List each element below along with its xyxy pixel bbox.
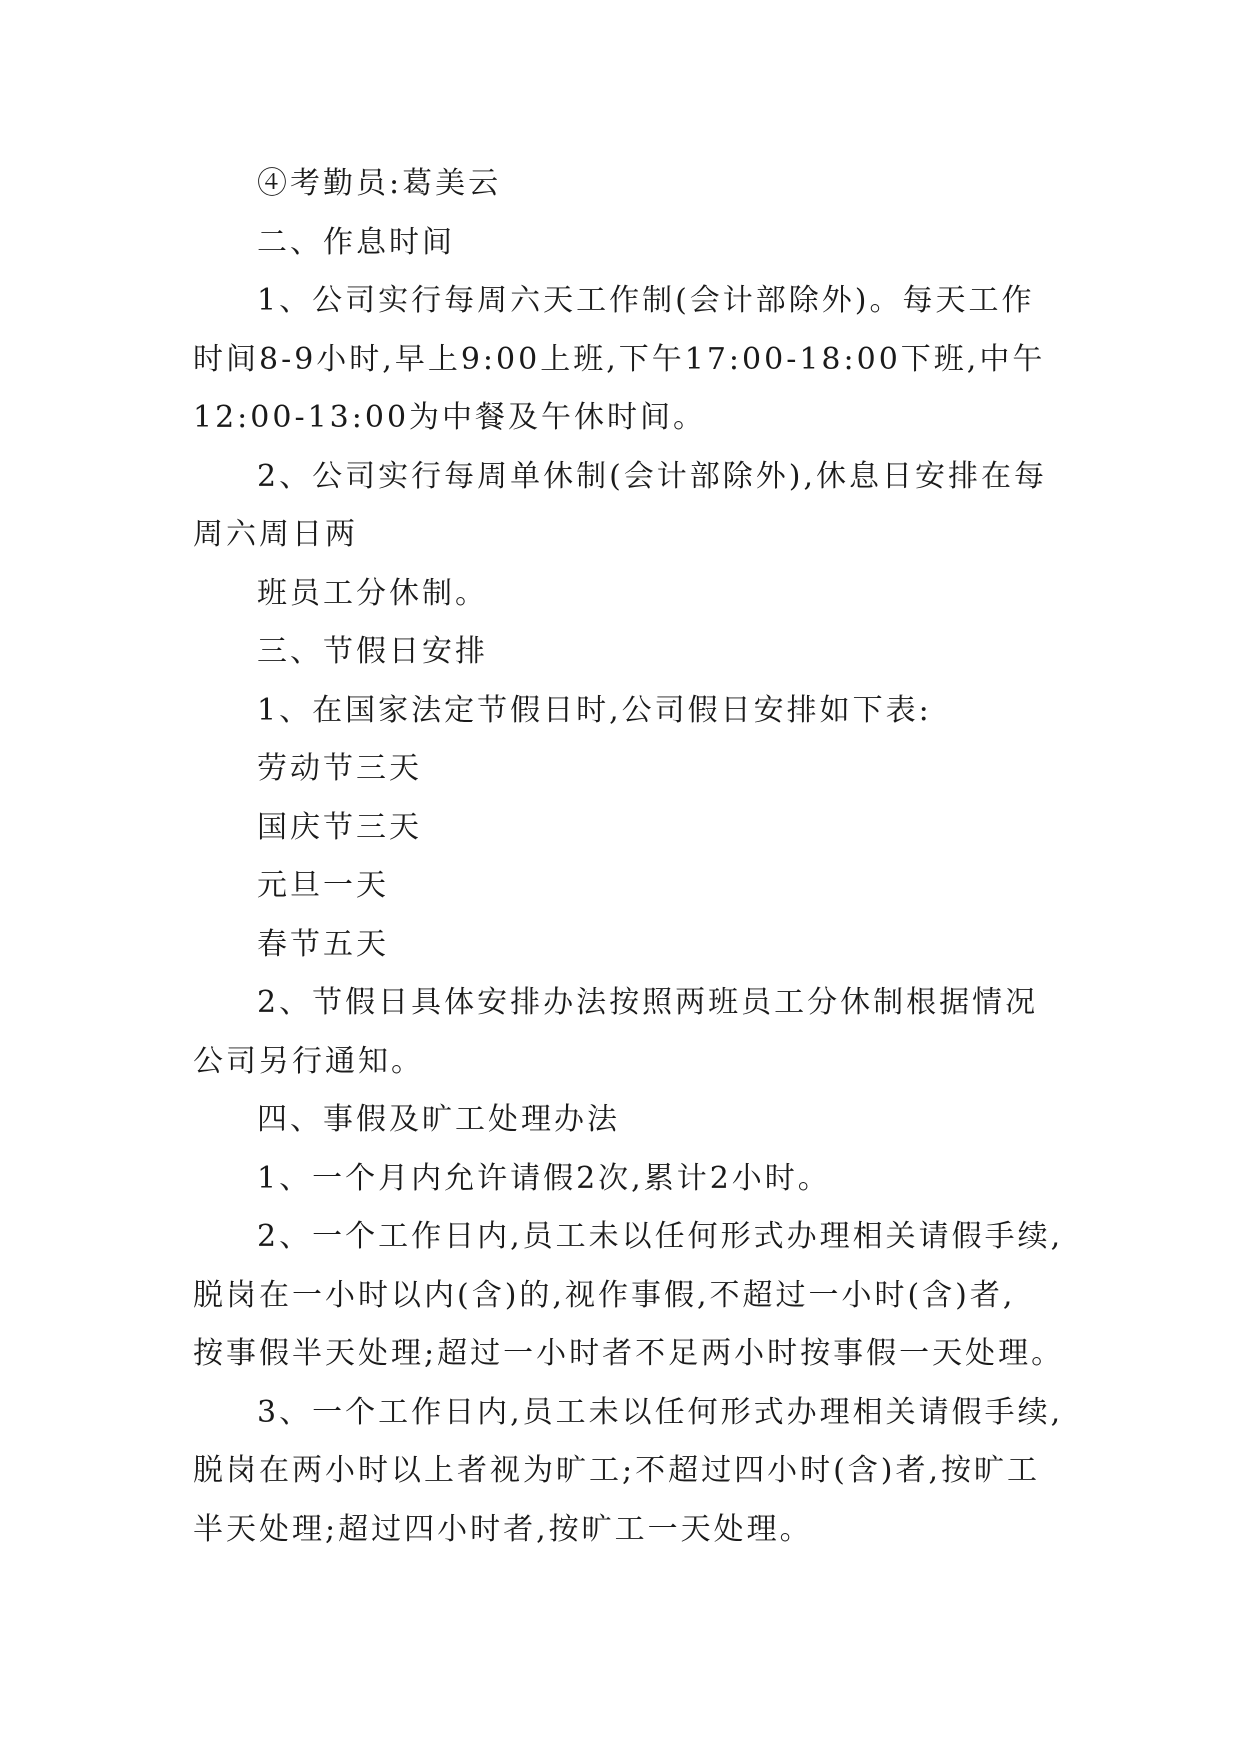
paragraph-line: 1、公司实行每周六天工作制(会计部除外)。每天工作: [257, 283, 1035, 318]
paragraph-line: 1、在国家法定节假日时,公司假日安排如下表:: [257, 692, 932, 728]
paragraph-line: 2、节假日具体安排办法按照两班员工分休制根据情况: [257, 985, 1039, 1020]
paragraph-line: 3、一个工作日内,员工未以任何形式办理相关请假手续,: [257, 1394, 1064, 1430]
paragraph-line: 脱岗在两小时以上者视为旷工;不超过四小时(含)者,按旷工: [193, 1453, 1041, 1488]
paragraph-line: 按事假半天处理;超过一小时者不足两小时按事假一天处理。: [193, 1336, 1065, 1371]
section-heading-leave-absence: 四、事假及旷工处理办法: [257, 1102, 620, 1137]
paragraph-line: 1、一个月内允许请假2次,累计2小时。: [257, 1160, 831, 1196]
holiday-item: 春节五天: [257, 926, 389, 962]
section-heading-work-hours: 二、作息时间: [257, 224, 455, 260]
paragraph-line: 12:00-13:00为中餐及午休时间。: [193, 400, 707, 435]
paragraph-line: 半天处理;超过四小时者,按旷工一天处理。: [193, 1511, 813, 1547]
paragraph-line: 2、公司实行每周单休制(会计部除外),休息日安排在每: [257, 458, 1048, 494]
document-body: [193, 155, 1073, 1559]
paragraph-line: 时间8-9小时,早上9:00上班,下午17:00-18:00下班,中午: [193, 341, 1046, 377]
section-heading-holidays: 三、节假日安排: [257, 634, 488, 669]
paragraph-line: 2、一个工作日内,员工未以任何形式办理相关请假手续,: [257, 1219, 1064, 1254]
paragraph-line: 公司另行通知。: [193, 1043, 424, 1079]
holiday-item: 国庆节三天: [257, 809, 422, 845]
paragraph-line: 班员工分休制。: [257, 575, 488, 611]
holiday-item: 元旦一天: [257, 868, 389, 903]
holiday-item: 劳动节三天: [257, 751, 422, 786]
paragraph-line: 周六周日两: [193, 517, 358, 552]
attendance-officer-line: ④考勤员:葛美云: [257, 166, 502, 201]
paragraph-line: 脱岗在一小时以内(含)的,视作事假,不超过一小时(含)者,: [193, 1277, 1016, 1313]
